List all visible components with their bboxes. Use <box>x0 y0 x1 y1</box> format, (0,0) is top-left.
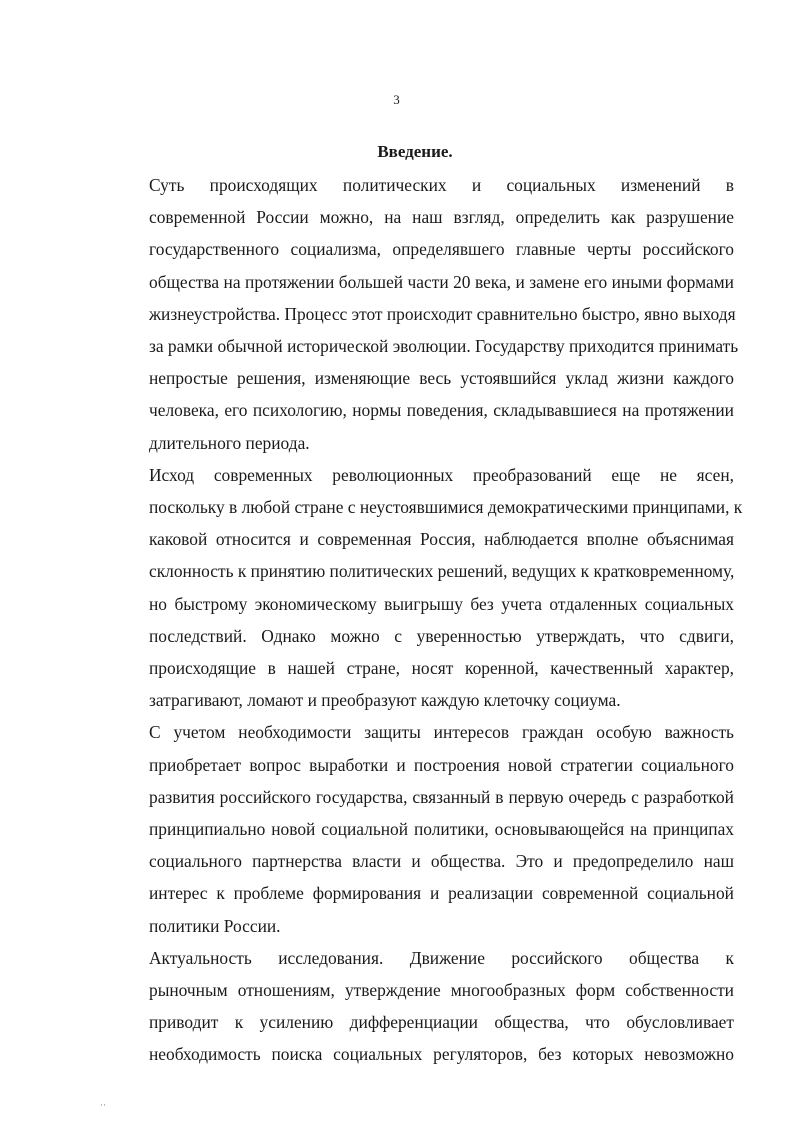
text-line: Актуальность исследования. Движение российского общества к <box>149 947 734 968</box>
text-line: приобретает вопрос выработки и построения новой стратегии социального <box>149 754 734 775</box>
text-line: принципиально новой социальной политики, основывающейся на принципах <box>149 819 734 840</box>
text-line: за рамки обычной исторической эволюции. Государству приходится принимать <box>149 336 739 357</box>
text-line: затрагивают, ломают и преобразуют каждую клеточку социума. <box>149 690 621 711</box>
text-line: человека, его психологию, нормы поведения, складывавшиеся на протяжении <box>149 400 734 421</box>
text-line: С учетом необходимости защиты интересов граждан особую важность <box>149 722 734 743</box>
text-line: необходимость поиска социальных регуляторов, без которых невозможно <box>149 1044 734 1065</box>
page-number: 3 <box>393 92 400 107</box>
text-line: государственного социализма, определявшего главные черты российского <box>149 239 734 260</box>
text-line: каковой относится и современная Россия, наблюдается вполне объяснимая <box>149 529 734 550</box>
text-line: происходящие в нашей стране, носят коренной, качественный характер, <box>149 658 734 679</box>
text-line: общества на протяжении большей части 20 века, и замене его иными формами <box>149 271 734 292</box>
text-line: склонность к принятию политических решений, ведущих к кратковременному, <box>149 561 735 582</box>
paragraph-outcome <box>91 459 743 717</box>
paragraph-intro <box>91 169 739 459</box>
text-line: социального партнерства власти и общества. Это и предопределило наш <box>149 851 734 872</box>
paragraph-relevance <box>91 942 734 1071</box>
text-line: непростые решения, изменяющие весь устоявшийся уклад жизни каждого <box>149 368 734 389</box>
paragraph-strategy <box>91 716 734 941</box>
text-line: длительного периода. <box>149 432 310 453</box>
text-line: политики России. <box>149 915 281 936</box>
section-title: Введение. <box>377 142 453 161</box>
text-line: приводит к усилению дифференциации общества, что обусловливает <box>149 1012 734 1033</box>
text-line: Суть происходящих политических и социальных изменений в <box>149 175 734 195</box>
text-line: современной России можно, на наш взгляд, определить как разрушение <box>149 207 734 228</box>
body-text <box>91 169 743 1071</box>
text-line: развития российского государства, связанный в первую очередь с разработкой <box>149 786 734 807</box>
text-line: жизнеустройства. Процесс этот происходит сравнительно быстро, явно выходя <box>149 303 736 324</box>
text-line: но быстрому экономическому выигрышу без учета отдаленных социальных <box>149 593 734 614</box>
text-line: интерес к проблеме формирования и реализации современной социальной <box>149 883 734 904</box>
text-line: Исход современных революционных преобразований еще не ясен, <box>149 464 734 485</box>
text-line: поскольку в любой стране с неустоявшимися демократическими принципами, к <box>149 497 743 518</box>
text-line: последствий. Однако можно с уверенностью утверждать, что сдвиги, <box>149 625 734 646</box>
text-line: рыночным отношениям, утверждение многообразных форм собственности <box>149 980 734 1001</box>
scan-specks: ·· <box>100 1100 106 1110</box>
